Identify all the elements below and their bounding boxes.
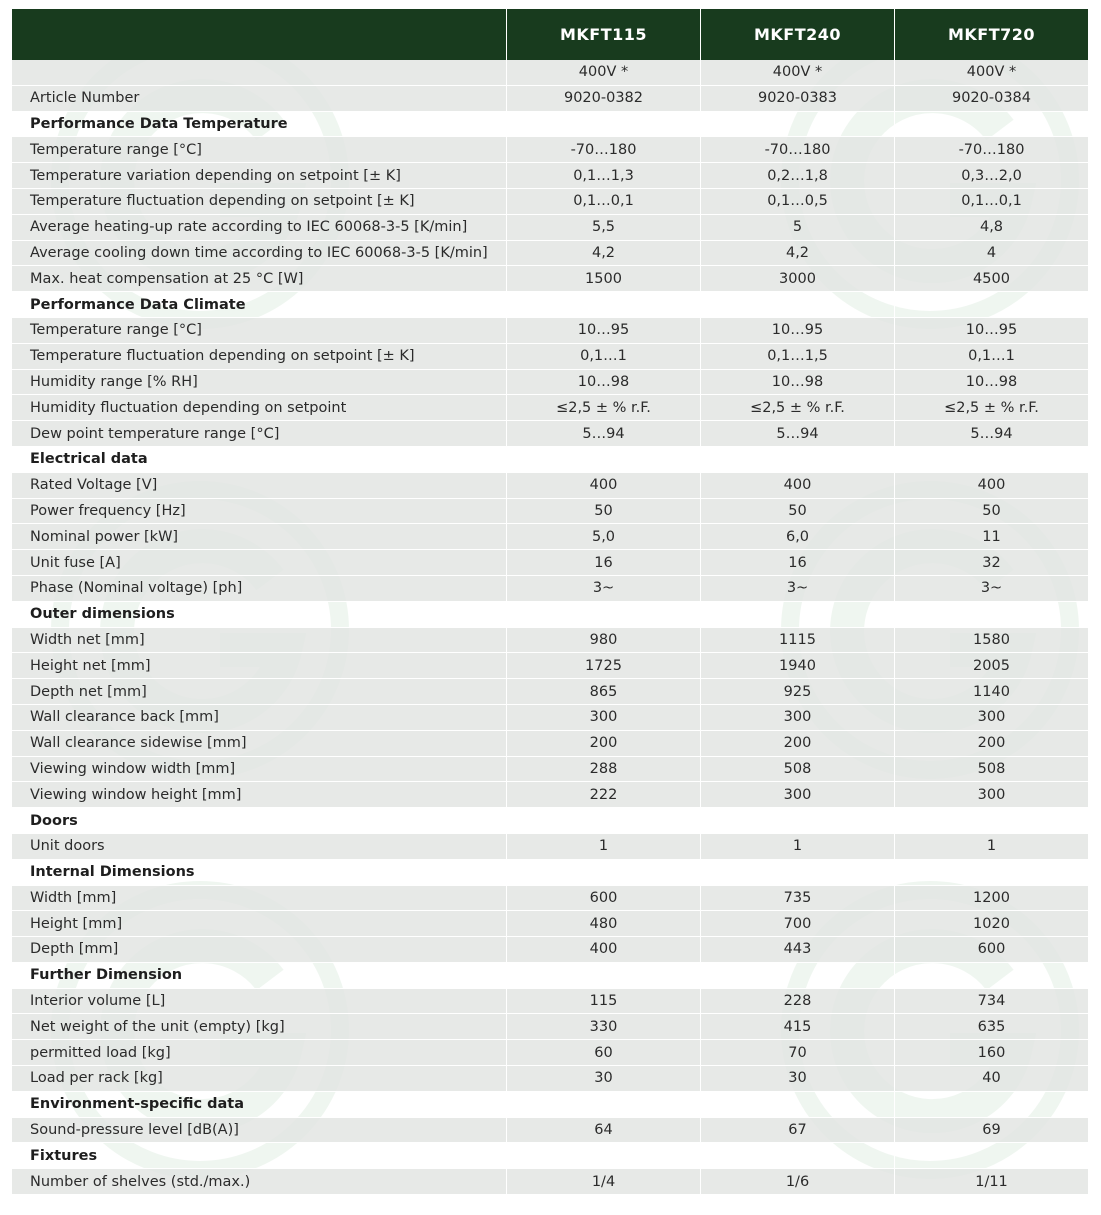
row-label: Temperature range [°C] [30,322,202,339]
value-cell: 1 [506,834,700,859]
value-cell: 508 [700,757,894,782]
table-row [12,782,1088,808]
value-cell [506,112,700,137]
value-cell: 1200 [894,886,1088,911]
value-cell: 0,1…1 [894,344,1088,369]
value-cell: 69 [894,1118,1088,1143]
row-label: Article Number [30,90,140,107]
value-cell: 600 [506,886,700,911]
value-cell [506,808,700,833]
row-label: Interior volume [L] [30,993,166,1010]
row-label [12,60,506,85]
value-cell [506,447,700,472]
section-title: Electrical data [30,451,148,468]
table-row [12,344,1088,370]
table-row [12,937,1088,963]
table-row [12,731,1088,757]
table-row [12,421,1088,447]
row-label: Number of shelves (std./max.) [30,1173,251,1190]
value-cell: 3~ [700,576,894,601]
value-cell: 3~ [894,576,1088,601]
row-label: permitted load [kg] [30,1044,171,1061]
row-label: Width [mm] [30,889,117,906]
table-row [12,628,1088,654]
value-cell [894,963,1088,988]
table-row [12,163,1088,189]
value-cell: -70…180 [506,137,700,162]
value-cell: 222 [506,782,700,807]
value-cell [506,1143,700,1168]
value-cell: 508 [894,757,1088,782]
value-cell: 3~ [506,576,700,601]
row-label: Depth [mm] [30,941,119,958]
value-cell [894,447,1088,472]
row-label: Power frequency [Hz] [30,502,186,519]
row-label: Height net [mm] [30,657,151,674]
table-row [12,1014,1088,1040]
value-cell: 600 [894,937,1088,962]
value-cell: 5,5 [506,215,700,240]
value-cell: 6,0 [700,524,894,549]
value-cell: 11 [894,524,1088,549]
value-cell: 443 [700,937,894,962]
value-cell: 400 [506,473,700,498]
value-cell: 32 [894,550,1088,575]
section-header-row [12,1092,1088,1118]
value-cell: 300 [700,705,894,730]
section-title: Doors [30,812,78,829]
spec-table [12,9,1088,1195]
section-title: Fixtures [30,1147,98,1164]
value-cell: 480 [506,911,700,936]
value-cell [894,1143,1088,1168]
value-cell: 5…94 [700,421,894,446]
value-cell [506,860,700,885]
value-cell: 300 [894,705,1088,730]
value-cell [700,1143,894,1168]
row-label: Temperature fluctuation depending on setpoint [± K] [30,193,415,210]
row-label: Humidity range [% RH] [30,373,198,390]
value-cell [894,1092,1088,1117]
value-cell: 1940 [700,653,894,678]
section-header-row [12,447,1088,473]
model-header: MKFT240 [700,9,894,60]
value-cell [700,860,894,885]
value-cell: 400 [506,937,700,962]
value-cell: 10…98 [700,370,894,395]
section-header-row [12,292,1088,318]
table-row [12,395,1088,421]
table-row [12,1040,1088,1066]
row-label: Sound-pressure level [dB(A)] [30,1122,239,1139]
table-row [12,1118,1088,1144]
table-header [12,9,1088,60]
table-row [12,653,1088,679]
value-cell: 9020-0382 [506,86,700,111]
value-cell: 400V * [506,60,700,85]
row-label: Dew point temperature range [°C] [30,425,280,442]
value-cell [894,112,1088,137]
value-cell: 734 [894,989,1088,1014]
value-cell: 115 [506,989,700,1014]
value-cell: 0,1…0,5 [700,189,894,214]
table-row [12,215,1088,241]
value-cell: 4500 [894,266,1088,291]
value-cell: 925 [700,679,894,704]
value-cell: 300 [894,782,1088,807]
section-header-row [12,1143,1088,1169]
value-cell: 10…95 [506,318,700,343]
section-header-row [12,112,1088,138]
value-cell: 865 [506,679,700,704]
value-cell: 30 [700,1066,894,1091]
value-cell: 0,3…2,0 [894,163,1088,188]
value-cell: 160 [894,1040,1088,1065]
table-row [12,60,1088,86]
value-cell: 635 [894,1014,1088,1039]
row-label: Temperature variation depending on setpoint [± K] [30,167,401,184]
value-cell: 5,0 [506,524,700,549]
value-cell: 700 [700,911,894,936]
value-cell: 400 [700,473,894,498]
row-label: Viewing window width [mm] [30,760,236,777]
table-row [12,266,1088,292]
value-cell: 1 [894,834,1088,859]
value-cell: -70…180 [700,137,894,162]
value-cell: 10…95 [894,318,1088,343]
table-row [12,241,1088,267]
row-label: Viewing window height [mm] [30,786,242,803]
value-cell [700,292,894,317]
table-row [12,473,1088,499]
value-cell: 5 [700,215,894,240]
row-label: Wall clearance sidewise [mm] [30,735,247,752]
value-cell: 16 [506,550,700,575]
table-row [12,189,1088,215]
value-cell: 330 [506,1014,700,1039]
table-row [12,86,1088,112]
value-cell: 9020-0384 [894,86,1088,111]
value-cell [894,860,1088,885]
value-cell [700,963,894,988]
table-row [12,370,1088,396]
value-cell: 0,1…1 [506,344,700,369]
value-cell [506,292,700,317]
value-cell: 400V * [894,60,1088,85]
section-title: Performance Data Climate [30,296,246,313]
value-cell: 3000 [700,266,894,291]
value-cell: 735 [700,886,894,911]
value-cell: 16 [700,550,894,575]
value-cell: 0,2…1,8 [700,163,894,188]
table-row [12,137,1088,163]
value-cell: 5…94 [506,421,700,446]
value-cell: 288 [506,757,700,782]
row-label: Phase (Nominal voltage) [ph] [30,580,243,597]
table-row [12,550,1088,576]
value-cell: 980 [506,628,700,653]
table-row [12,1169,1088,1195]
value-cell: 0,1…1,3 [506,163,700,188]
value-cell: 10…98 [894,370,1088,395]
value-cell [506,1092,700,1117]
row-label: Load per rack [kg] [30,1070,163,1087]
row-label: Width net [mm] [30,631,145,648]
value-cell: 4,8 [894,215,1088,240]
value-cell: 1115 [700,628,894,653]
section-header-row [12,808,1088,834]
table-row [12,834,1088,860]
value-cell: -70…180 [894,137,1088,162]
value-cell: 0,1…0,1 [894,189,1088,214]
row-label: Wall clearance back [mm] [30,709,219,726]
section-header-row [12,602,1088,628]
row-label: Net weight of the unit (empty) [kg] [30,1018,285,1035]
value-cell [700,447,894,472]
row-label: Humidity fluctuation depending on setpoint [30,399,347,416]
section-title: Environment-specific data [30,1096,244,1113]
value-cell: 9020-0383 [700,86,894,111]
value-cell: 200 [506,731,700,756]
row-label: Temperature fluctuation depending on setpoint [± K] [30,348,415,365]
value-cell: 300 [506,705,700,730]
value-cell [700,602,894,627]
value-cell: 4,2 [506,241,700,266]
value-cell: 5…94 [894,421,1088,446]
value-cell: ≤2,5 ± % r.F. [700,395,894,420]
value-cell: 64 [506,1118,700,1143]
table-row [12,911,1088,937]
value-cell: 2005 [894,653,1088,678]
table-row [12,679,1088,705]
table-body [12,60,1088,1195]
value-cell [700,1092,894,1117]
table-row [12,705,1088,731]
value-cell [700,808,894,833]
row-label: Rated Voltage [V] [30,477,158,494]
value-cell: 1140 [894,679,1088,704]
value-cell [894,602,1088,627]
value-cell: 60 [506,1040,700,1065]
value-cell: 1580 [894,628,1088,653]
value-cell: 1 [700,834,894,859]
value-cell: 200 [894,731,1088,756]
row-label: Unit fuse [A] [30,554,121,571]
value-cell [894,292,1088,317]
model-header: MKFT115 [506,9,700,60]
value-cell: 4,2 [700,241,894,266]
table-row [12,989,1088,1015]
table-row [12,757,1088,783]
value-cell: 10…95 [700,318,894,343]
value-cell: 300 [700,782,894,807]
value-cell: 1020 [894,911,1088,936]
table-row [12,318,1088,344]
table-row [12,524,1088,550]
model-header: MKFT720 [894,9,1088,60]
value-cell: 400 [894,473,1088,498]
value-cell: 0,1…1,5 [700,344,894,369]
value-cell [894,808,1088,833]
header-blank-cell [12,9,506,60]
section-header-row [12,860,1088,886]
row-label: Average cooling down time according to IEC 60068-3-5 [K/min] [30,244,488,261]
table-row [12,576,1088,602]
value-cell: 50 [700,499,894,524]
table-row [12,499,1088,525]
row-label: Height [mm] [30,915,123,932]
value-cell: 415 [700,1014,894,1039]
table-row [12,1066,1088,1092]
row-label: Nominal power [kW] [30,528,179,545]
value-cell: 228 [700,989,894,1014]
value-cell [700,112,894,137]
row-label: Max. heat compensation at 25 °C [W] [30,270,304,287]
value-cell [506,963,700,988]
row-label: Unit doors [30,838,105,855]
value-cell: 70 [700,1040,894,1065]
value-cell: 50 [894,499,1088,524]
value-cell: 4 [894,241,1088,266]
value-cell: 30 [506,1066,700,1091]
value-cell: 1/11 [894,1169,1088,1194]
value-cell: 1/6 [700,1169,894,1194]
row-label: Average heating-up rate according to IEC 60068-3-5 [K/min] [30,219,468,236]
value-cell: 0,1…0,1 [506,189,700,214]
value-cell: 1725 [506,653,700,678]
value-cell: 10…98 [506,370,700,395]
row-label: Depth net [mm] [30,683,147,700]
section-header-row [12,963,1088,989]
value-cell: 200 [700,731,894,756]
table-row [12,886,1088,912]
value-cell: 400V * [700,60,894,85]
value-cell: 67 [700,1118,894,1143]
value-cell: ≤2,5 ± % r.F. [506,395,700,420]
section-title: Outer dimensions [30,606,175,623]
row-label: Temperature range [°C] [30,141,202,158]
value-cell: ≤2,5 ± % r.F. [894,395,1088,420]
value-cell: 1/4 [506,1169,700,1194]
value-cell: 40 [894,1066,1088,1091]
section-title: Performance Data Temperature [30,115,288,132]
value-cell: 50 [506,499,700,524]
section-title: Further Dimension [30,967,183,984]
value-cell: 1500 [506,266,700,291]
value-cell [506,602,700,627]
section-title: Internal Dimensions [30,864,195,881]
